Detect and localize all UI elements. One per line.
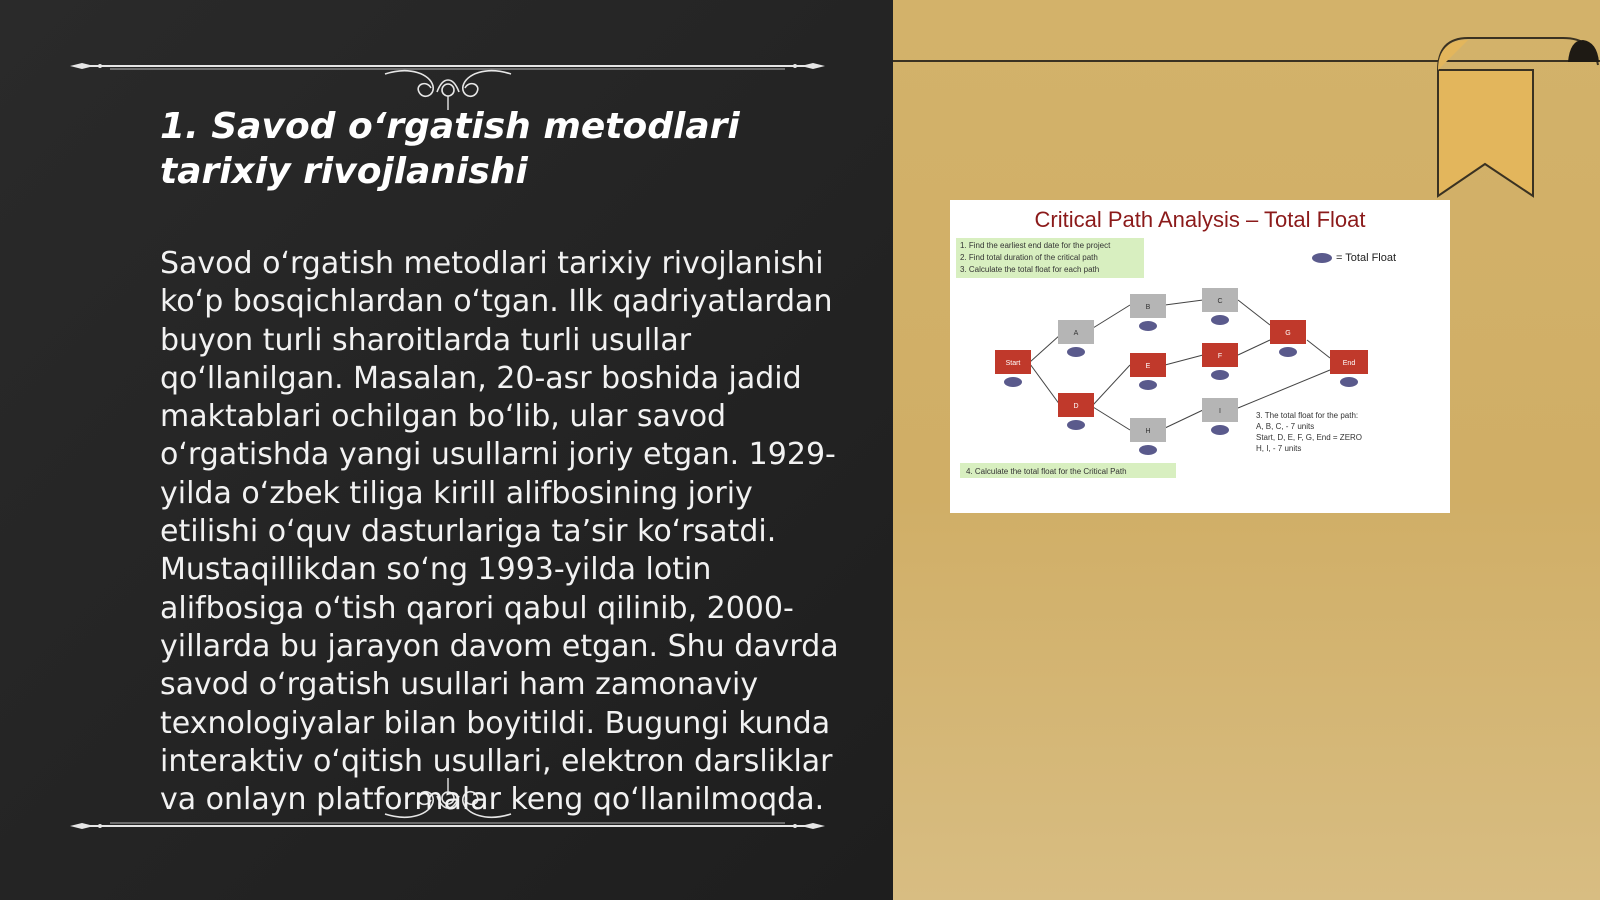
legend-float-badge — [1312, 253, 1332, 263]
float-badge — [1211, 370, 1229, 380]
image-footer-step: 4. Calculate the total float for the Critical Path — [966, 467, 1127, 476]
critical-path-image — [950, 200, 1450, 513]
image-note: Start, D, E, F, G, End = ZERO — [1256, 433, 1363, 442]
node-label: I — [1219, 408, 1221, 415]
image-step: 1. Find the earliest end date for the project — [960, 241, 1111, 250]
float-badge — [1139, 380, 1157, 390]
image-note: H, I, - 7 units — [1256, 444, 1302, 453]
node-label: E — [1145, 363, 1151, 370]
float-badge — [1279, 347, 1297, 357]
node-label: End — [1342, 360, 1356, 367]
float-badge — [1211, 425, 1229, 435]
image-step: 2. Find total duration of the critical path — [960, 253, 1098, 262]
node-label: B — [1145, 304, 1151, 311]
slide-body-text: Savod o‘rgatish metodlari tarixiy rivojlanishi ko‘p bosqichlardan o‘tgan. Ilk qadriyatlardan buyon turli sharoitlarda turli usullar qo‘llanilgan. Masalan, 20-asr boshida jadid maktablari ochilgan bo‘lib, ular savod o‘rgatishda yangi usullarni joriy etgan. 1929-yilda o‘zbek tiliga kirill alifbosining joriy etilishi o‘quv dasturlariga ta’sir ko‘rsatdi. Mustaqillikdan so‘ng 1993-yilda lotin alifbosiga o‘tish qarori qabul qilinib, 2000-yillarda bu jarayon davom etgan. Shu davrda savod o‘rgatish usullari ham zamonaviy texnologiyalar bilan boyitildi. Bugungi kunda interaktiv o‘qitish usullari, elektron darsliklar va onlayn platformalar keng qo‘llanilmoqda. — [160, 246, 839, 818]
image-step: 3. Calculate the total float for each path — [960, 265, 1100, 274]
float-badge — [1067, 347, 1085, 357]
float-badge — [1211, 315, 1229, 325]
image-note: A, B, C, - 7 units — [1256, 422, 1315, 431]
float-badge — [1067, 420, 1085, 430]
node-label: A — [1073, 330, 1079, 337]
slide-title: 1. Savod o‘rgatish metodlari tarixiy rivojlanishi — [160, 106, 740, 192]
float-badge — [1139, 445, 1157, 455]
float-badge — [1139, 321, 1157, 331]
float-badge — [1340, 377, 1358, 387]
float-badge — [1004, 377, 1022, 387]
bookmark-ribbon-icon — [1433, 30, 1600, 200]
legend-label: = Total Float — [1336, 252, 1397, 264]
node-label: F — [1217, 353, 1223, 360]
image-title: Critical Path Analysis – Total Float — [1034, 207, 1366, 232]
image-note: 3. The total float for the path: — [1256, 411, 1359, 420]
node-label: G — [1285, 330, 1291, 337]
node-label: Start — [1005, 360, 1021, 367]
node-label: C — [1217, 298, 1223, 305]
node-label: D — [1073, 403, 1079, 410]
node-label: H — [1145, 428, 1151, 435]
